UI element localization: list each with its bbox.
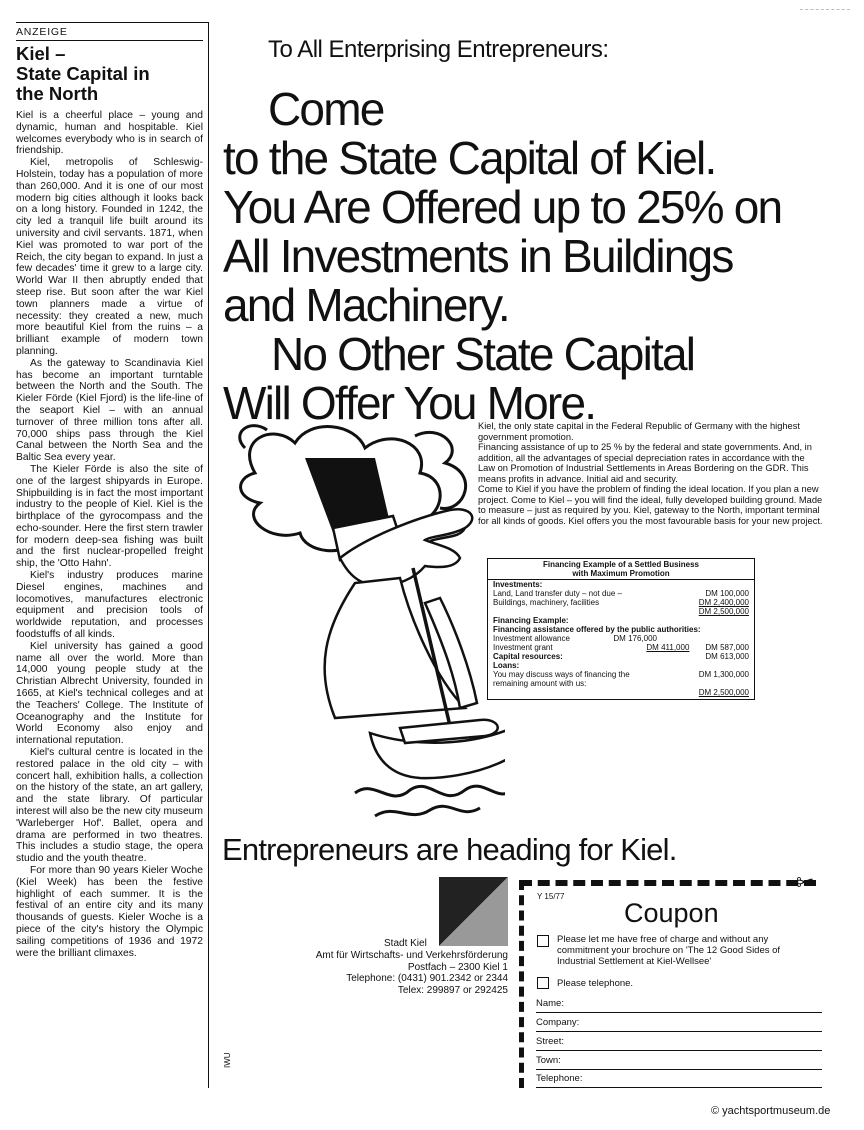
top-line: To All Enterprising Entrepreneurs: [268,36,609,63]
left-column [16,22,209,1088]
address-line: Telephone: (0431) 901.2342 or 2344 [346,973,508,984]
table-value: DM 100,000 [705,589,749,598]
coupon-title: Coupon [624,898,719,928]
address-line: Postfach – 2300 Kiel 1 [407,961,508,973]
coupon-cut-line-vertical [519,880,530,1088]
address-line: Telex: 299897 or 292425 [397,984,508,996]
headline-line: All Investments in Buildings [223,230,733,282]
field-label: Company: [536,1017,580,1028]
headline-line: Come [268,83,384,135]
brochure-checkbox[interactable] [537,935,549,947]
field-label: Street: [536,1036,564,1047]
left-paragraph: Kiel, metropolis of Schleswig-Holstein, today has a population of more than 260,000. And it is one of our most modern big cities although it looks back on a long history. Founded in 1242, the city led a tranquil life built around its university and civil servants. 1871, when Kiel was promoted to war port of the Reich, the city began to expand. In just a few decades' time it grew to a large city. World War II then abruptly ended that steep rise. But soon after the war Kiel town planners made a virtue of necessity: they created a new, much more beautiful Kiel from the ruins – a brilliant example of modern town planning. [16,157,203,357]
financing-table [487,558,755,700]
left-paragraph: As the gateway to Scandinavia Kiel has become an important turntable between the North and the South. The Kieler Förde (Kiel Fjord) is the life-line of the seaport Kiel – with an annual turnover of three million tons after all. 70,000 ships pass through the Kiel Canal between the North Sea and the Baltic Sea every year. [16,357,203,464]
headline-line: You Are Offered up to 25% on [223,181,782,233]
intro-paragraph: Financing assistance of up to 25 % by the federal and state governments. And, in addition, all the advantages of special depreciation rates in accordance with the Law on Promotion of Industrial Settlements in Areas Bordering on the GDR. This means profits in advance. Initial aid and security. [478,442,812,484]
table-value: DM 1,300,000 [698,670,749,679]
table-value: DM 411,000 [646,643,690,652]
table-label: Investments: [493,580,543,589]
table-row [488,598,754,607]
table-label: Investment grant [493,643,553,652]
intro-paragraph: Kiel, the only state capital in the Federal Republic of Germany with the highest government promotion. [478,421,800,442]
table-row [488,580,754,589]
brochure-option-label: Please let me have free of charge and without any commitment your brochure on 'The 12 Good Sides of Industrial Settlement at Kiel-Wellsee' [557,934,781,967]
coupon-code: Y 15/77 [537,892,565,901]
left-paragraph: The Kieler Förde is also the site of one of the largest shipyards in Europe. Shipbuilding is in fact the most important industry to the people of Kiel. Kiel is the birthplace of the gyrocompass and the echo-sounder. Here the first stern trawler for modern deep-sea fishing was built and the first nuclear-propelled freight ship, the 'Otto Hahn'. [16,463,203,570]
telephone-checkbox[interactable] [537,977,549,989]
left-title: Kiel – State Capital in the North [16,40,203,104]
side-code: IWU [223,1052,232,1068]
left-paragraph: Kiel university has gained a good name all over the world. More than 14,000 young people study at the Christian Albrecht University, founded in 1665, at Kiel's technical colleges and at the Teachers' College. The Institute of Oceanography and the Institute for World Economy also enjoy and international reputation. [16,640,203,747]
intro-text [478,421,824,526]
city-name: Stadt Kiel [384,938,427,949]
field-label: Name: [536,998,564,1009]
scissors-icon: ✂ [796,870,815,895]
headline-line: Will Offer You More. [223,377,596,429]
name-field[interactable] [536,998,822,1013]
field-label: Town: [536,1055,561,1066]
telephone-option-label: Please telephone. [557,978,634,989]
town-field[interactable] [536,1055,822,1070]
company-field[interactable] [536,1017,822,1032]
table-row [488,607,754,616]
address-line: Amt für Wirtschafts- und Verkehrsförderung [315,950,508,961]
left-body [16,110,203,959]
corner-mark [800,0,850,10]
table-row [488,634,754,643]
hand-sailboat-illustration [215,418,505,823]
headline [223,85,843,428]
table-title: Financing Example of a Settled Business with Maximum Promotion [488,559,754,580]
table-value: DM 613,000 [705,652,749,661]
table-row [488,661,754,670]
left-paragraph: Kiel is a cheerful place – young and dynamic, human and hospitable. Kiel welcomes everybody who is in search of friendship. [16,110,203,157]
coupon-cut-line [520,880,816,892]
table-value: DM 2,500,000 [698,688,749,697]
wave-line [355,786,505,796]
city-logo-icon [439,877,508,946]
table-row [488,688,754,699]
wave-line [375,806,480,816]
table-value: DM 176,000 [613,634,657,643]
field-label: Telephone: [536,1073,583,1084]
table-label: Financing Example: [493,616,569,625]
left-paragraph: Kiel's cultural centre is located in the restored palace in the old city – with concert hall, exhibition halls, a collection on the history of the state, an art gallery, and the state library. Of particular interest will also be the new city museum 'Warleberger Hof'. Ballet, opera and drama are performed in two theatres. This includes a studio stage, the opera studio and the youth theatre. [16,747,203,865]
headline-line: to the State Capital of Kiel. [223,132,716,184]
table-value: DM 2,400,000 [698,598,749,607]
table-row [488,670,754,688]
table-row [488,625,754,634]
street-field[interactable] [536,1036,822,1051]
left-paragraph: Kiel's industry produces marine Diesel engines, machines and locomotives, manufactures electronic equipment and precision tools of worldwide reputation, and processes foodstuffs of all kinds. [16,570,203,641]
table-row [488,589,754,598]
table-label: Buildings, machinery, facilities [493,598,600,607]
intro-paragraph: Come to Kiel if you have the problem of finding the ideal location. If you plan a new project. Come to Kiel – you will find the ideal, fully developed building ground. Made to measure – just as required by you. Kiel, gateway to the North, important terminal for all kinds of goods. Kiel offers you the most favourable basis for your new project. [478,484,823,526]
left-paragraph: For more than 90 years Kieler Woche (Kiel Week) has been the festive highlight of each summer. It is the festival of an entire city and its many thousands of guests. Kieler Woche is a piece of the city's history the Olympic sailing competitions of 1936 and 1972 were the brilliant climaxes. [16,865,203,959]
table-label: Investment allowance [493,634,570,643]
table-row [488,616,754,625]
city-address [283,950,508,996]
headline-line: and Machinery. [223,279,509,331]
table-label: Loans: [493,661,520,670]
table-label: Financing assistance offered by the public authorities: [493,625,701,634]
telephone-field[interactable] [536,1073,822,1088]
table-row [488,643,754,652]
table-value: DM 2,500,000 [698,607,749,616]
credit-watermark: © yachtsportmuseum.de [711,1105,831,1117]
tagline: Entrepreneurs are heading for Kiel. [222,832,677,867]
table-label: Land, Land transfer duty – not due – [493,589,622,598]
table-row [488,652,754,661]
table-value: DM 587,000 [705,643,749,652]
advertisement-label: ANZEIGE [16,26,68,38]
table-label: Capital resources: [493,652,563,661]
headline-line: No Other State Capital [271,328,695,380]
table-label: You may discuss ways of financing the remaining amount with us: [493,670,630,688]
